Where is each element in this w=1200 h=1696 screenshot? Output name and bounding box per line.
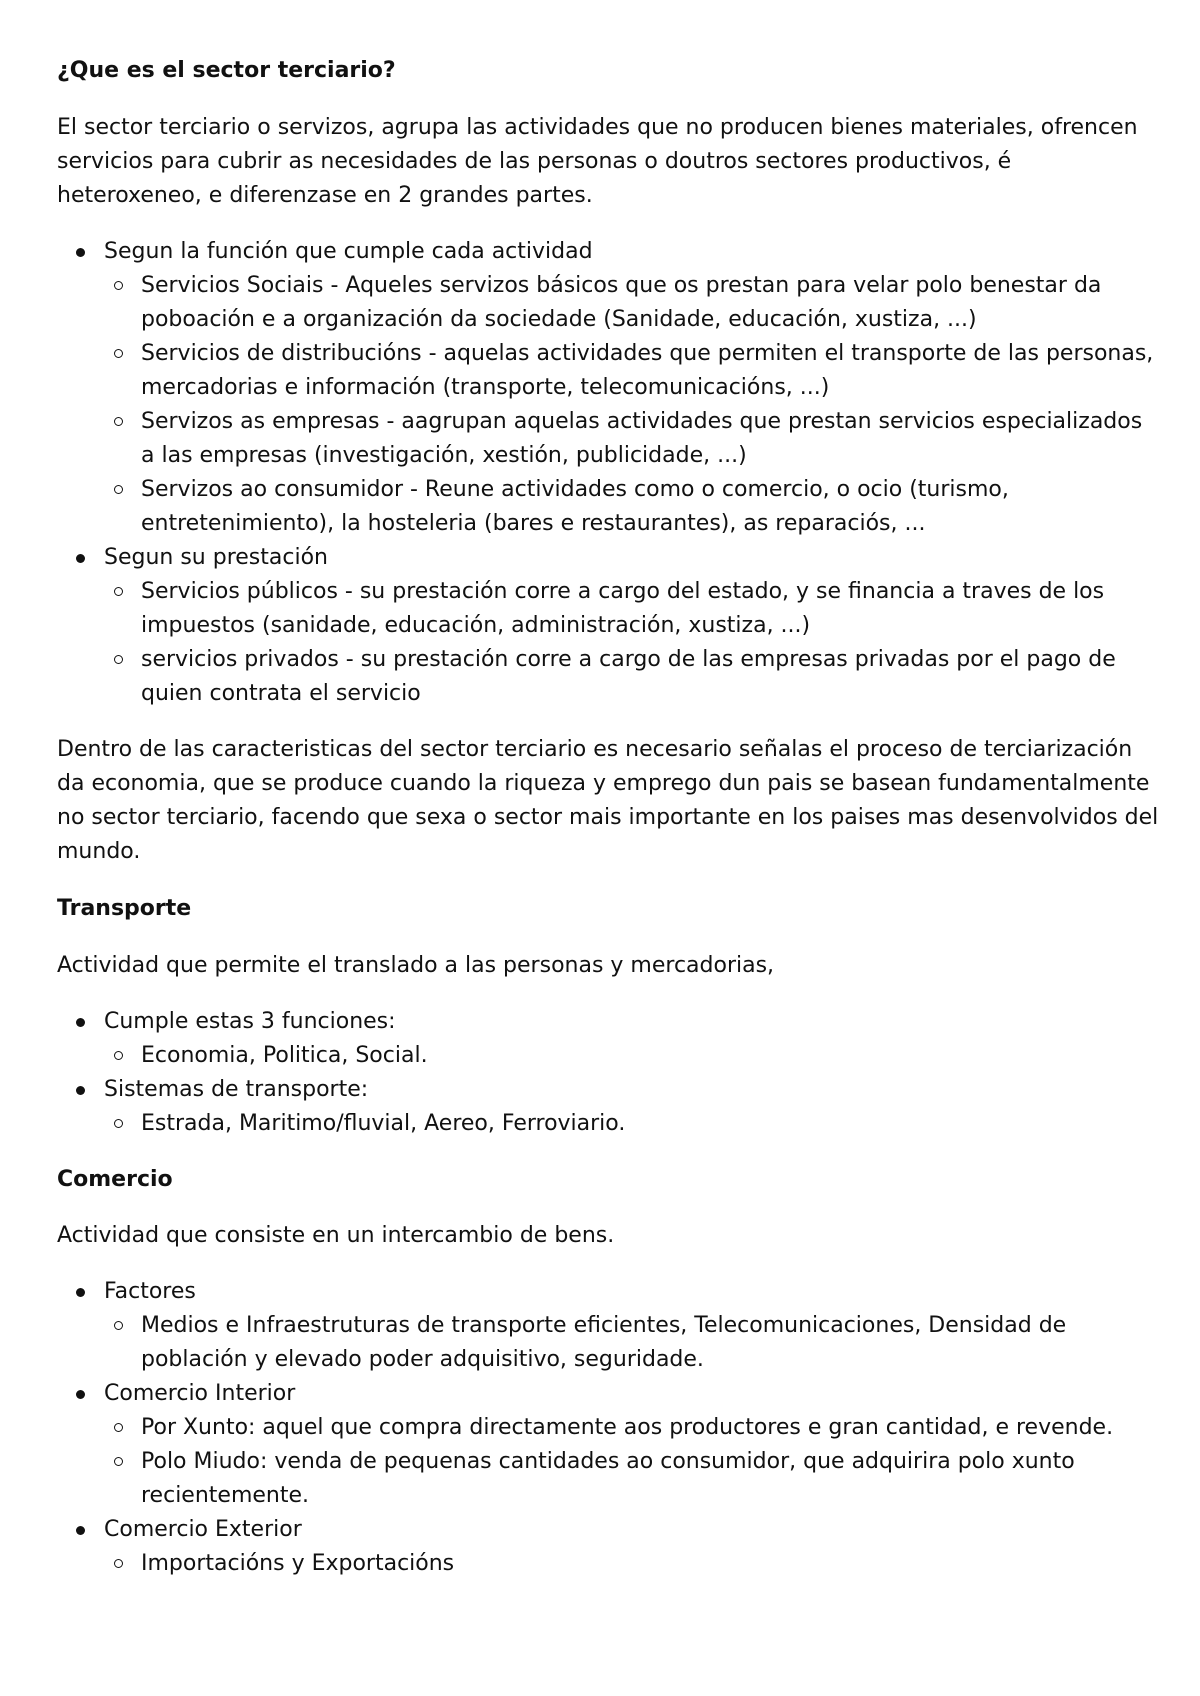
- comercio-description: Actividad que consiste en un intercambio de bens.: [57, 1223, 615, 1248]
- sublist-item: Medios e Infraestruturas de transporte eficientes, Telecomunicaciones, Densidad de población y elevado poder adquisitivo, seguridade.: [141, 1309, 1160, 1377]
- page-title: ¿Que es el sector terciario?: [57, 58, 396, 83]
- list-item-label: Segun su prestación: [104, 545, 328, 570]
- sublist: [104, 1107, 1160, 1141]
- list-item: [104, 1513, 1160, 1581]
- sublist-item: Por Xunto: aquel que compra directamente aos productores e gran cantidad, e revende.: [141, 1411, 1160, 1445]
- bullet-icon: [76, 1018, 85, 1027]
- list-item: [104, 541, 1160, 711]
- transporte-heading: Transporte: [57, 896, 192, 921]
- circle-bullet-icon: [114, 587, 123, 596]
- circle-bullet-icon: [114, 1559, 123, 1568]
- bullet-icon: [76, 1390, 85, 1399]
- circle-bullet-icon: [114, 417, 123, 426]
- sublist-item: servicios privados - su prestación corre a cargo de las empresas privadas por el pago de quien contrata el servicio: [141, 643, 1160, 711]
- circle-bullet-icon: [114, 349, 123, 358]
- bullet-icon: [76, 1288, 85, 1297]
- list-item: [104, 1005, 1160, 1073]
- list-item: [104, 1377, 1160, 1513]
- sublist: [104, 575, 1160, 711]
- circle-bullet-icon: [114, 1321, 123, 1330]
- circle-bullet-icon: [114, 485, 123, 494]
- list-item: [104, 1275, 1160, 1377]
- list-item-label: Segun la función que cumple cada actividad: [104, 239, 593, 264]
- bullet-icon: [76, 248, 85, 257]
- sublist-item: Servicios públicos - su prestación corre a cargo del estado, y se financia a traves de los impuestos (sanidade, educación, administración, xustiza, ...): [141, 575, 1160, 643]
- sublist-item: Importacións y Exportacións: [141, 1547, 1160, 1581]
- sublist: [104, 1547, 1160, 1581]
- sublist-item: Estrada, Maritimo/fluvial, Aereo, Ferroviario.: [141, 1107, 1160, 1141]
- list-item-label: Comercio Interior: [104, 1381, 296, 1406]
- list-item: [104, 1073, 1160, 1141]
- terciarizacion-paragraph: Dentro de las caracteristicas del sector terciario es necesario señalas el proceso de terciarización da economia, que se produce cuando la riqueza y emprego dun pais se basean fundamentalmente no sector terciario, facendo que sexa o sector mais importante en los paises mas desenvolvidos del mundo.: [57, 737, 1159, 864]
- circle-bullet-icon: [114, 1457, 123, 1466]
- transporte-list: [57, 1005, 1160, 1141]
- sublist-item: Polo Miudo: venda de pequenas cantidades ao consumidor, que adquirira polo xunto recientemente.: [141, 1445, 1160, 1513]
- sublist: [104, 1039, 1160, 1073]
- comercio-list: [57, 1275, 1160, 1581]
- list-item-label: Sistemas de transporte:: [104, 1077, 369, 1102]
- comercio-heading: Comercio: [57, 1167, 173, 1192]
- sublist-item: Servicios Sociais - Aqueles servizos básicos que os prestan para velar polo benestar da poboación e a organización da sociedade (Sanidade, educación, xustiza, ...): [141, 269, 1160, 337]
- sublist: [104, 1309, 1160, 1377]
- circle-bullet-icon: [114, 1051, 123, 1060]
- bullet-icon: [76, 1526, 85, 1535]
- sublist: [104, 269, 1160, 541]
- sublist: [104, 1411, 1160, 1513]
- list-item-label: Cumple estas 3 funciones:: [104, 1009, 396, 1034]
- transporte-description: Actividad que permite el translado a las personas y mercadorias,: [57, 953, 775, 978]
- bullet-icon: [76, 554, 85, 563]
- circle-bullet-icon: [114, 1423, 123, 1432]
- sublist-item: Servicios de distribucións - aquelas actividades que permiten el transporte de las personas, mercadorias e información (transporte, telecomunicacións, ...): [141, 337, 1160, 405]
- circle-bullet-icon: [114, 655, 123, 664]
- clasificacion-list: [57, 235, 1160, 711]
- intro-paragraph: El sector terciario o servizos, agrupa las actividades que no producen bienes materiales, ofrencen servicios para cubrir as necesidades de las personas o doutros sectores productivos, é heteroxeneo, e diferenzase en 2 grandes partes.: [57, 115, 1138, 208]
- sublist-item: Servizos ao consumidor - Reune actividades como o comercio, o ocio (turismo, entretenimiento), la hosteleria (bares e restaurantes), as reparaciós, ...: [141, 473, 1160, 541]
- sublist-item: Servizos as empresas - aagrupan aquelas actividades que prestan servicios especializados a las empresas (investigación, xestión, publicidade, ...): [141, 405, 1160, 473]
- sublist-item: Economia, Politica, Social.: [141, 1039, 1160, 1073]
- list-item-label: Factores: [104, 1279, 196, 1304]
- list-item-label: Comercio Exterior: [104, 1517, 302, 1542]
- list-item: [104, 235, 1160, 541]
- bullet-icon: [76, 1086, 85, 1095]
- circle-bullet-icon: [114, 1119, 123, 1128]
- circle-bullet-icon: [114, 281, 123, 290]
